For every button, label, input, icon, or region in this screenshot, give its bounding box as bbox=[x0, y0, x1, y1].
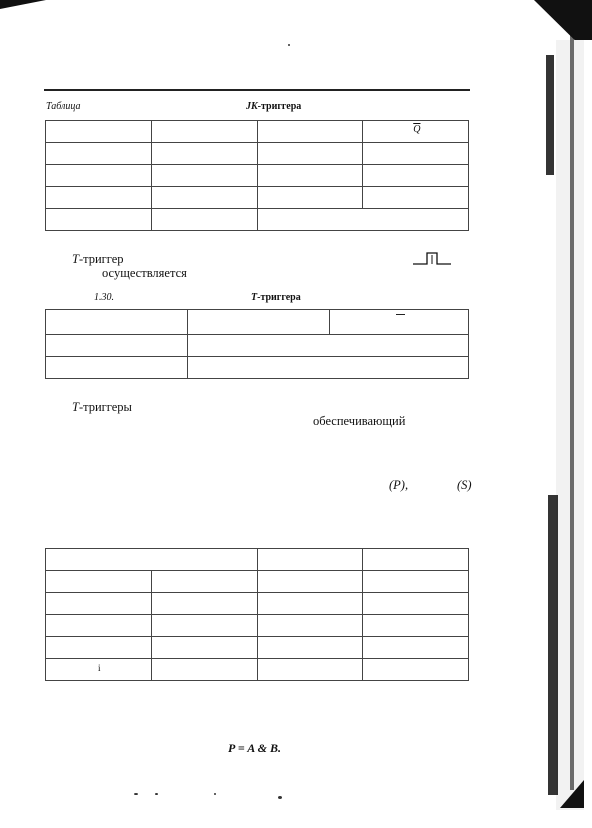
table1-cell bbox=[363, 187, 469, 209]
table1-cell bbox=[46, 121, 152, 143]
table3-cell bbox=[151, 571, 257, 593]
table1-label: Таблица bbox=[46, 101, 81, 112]
paragraph1-t-letter: T bbox=[72, 252, 79, 266]
table3-cell bbox=[151, 637, 257, 659]
table3-cell bbox=[46, 593, 152, 615]
table1-cell bbox=[363, 143, 469, 165]
table3-cell bbox=[363, 593, 469, 615]
table1-title-jk: JK bbox=[246, 101, 258, 112]
table3-cell bbox=[257, 659, 363, 681]
scan-edge-right-strip-1 bbox=[546, 55, 554, 175]
paragraph2-s-ref: (S) bbox=[457, 478, 472, 492]
table1-cell bbox=[363, 165, 469, 187]
table3-mark: i bbox=[98, 663, 101, 673]
table1-cell bbox=[46, 209, 152, 231]
table1-cell bbox=[46, 187, 152, 209]
table3-cell bbox=[363, 637, 469, 659]
table3-cell bbox=[363, 615, 469, 637]
paragraph2-line1 bbox=[72, 400, 132, 415]
table3-cell bbox=[363, 571, 469, 593]
table1-cell bbox=[151, 165, 257, 187]
table3-cell bbox=[151, 593, 257, 615]
table2-title-rest: -триггера bbox=[257, 292, 301, 303]
table3-cell bbox=[151, 615, 257, 637]
table3 bbox=[45, 548, 469, 681]
table3-cell bbox=[46, 571, 152, 593]
table2-cell bbox=[46, 357, 188, 379]
table2-overbar-mark bbox=[396, 314, 405, 315]
table2 bbox=[45, 309, 469, 379]
table3-cell bbox=[46, 615, 152, 637]
table2-title-t: T bbox=[251, 292, 258, 303]
paragraph2-line2: обеспечивающий bbox=[313, 414, 406, 428]
paragraph2-p-ref: (P), bbox=[389, 478, 409, 492]
table1-q-bar: $\overline{Q}$ bbox=[413, 124, 421, 135]
table3-cell bbox=[151, 659, 257, 681]
table2-cell bbox=[46, 335, 188, 357]
table3-cell bbox=[257, 615, 363, 637]
table1-cell bbox=[151, 143, 257, 165]
scan-speck bbox=[214, 793, 216, 795]
table1-cell bbox=[257, 165, 363, 187]
table1-cell bbox=[257, 143, 363, 165]
table2-cell bbox=[330, 310, 469, 335]
scan-speck bbox=[288, 44, 290, 46]
table3-cell-merged bbox=[46, 549, 258, 571]
table1-title-rest: -триггера bbox=[257, 101, 302, 112]
table1-title bbox=[246, 101, 301, 112]
table1-cell bbox=[46, 165, 152, 187]
pulse-symbol bbox=[413, 251, 453, 272]
table2-cell bbox=[188, 310, 330, 335]
formula: P = A & B. bbox=[228, 741, 281, 755]
table2-title bbox=[251, 292, 301, 303]
scan-corner-top-left bbox=[0, 0, 46, 9]
paragraph1-line1-rest: -триггер bbox=[78, 252, 124, 266]
table1 bbox=[45, 120, 469, 231]
table3-cell bbox=[46, 637, 152, 659]
table1-cell bbox=[46, 143, 152, 165]
table2-cell-merged bbox=[188, 335, 469, 357]
table1-cell bbox=[151, 209, 257, 231]
table3-cell bbox=[257, 549, 363, 571]
scan-edge-right-strip-4 bbox=[548, 495, 558, 795]
pulse-icon bbox=[413, 251, 453, 267]
scan-speck bbox=[134, 793, 138, 795]
table1-cell bbox=[257, 121, 363, 143]
paragraph1-line2: осуществляется bbox=[102, 266, 187, 280]
table2-cell-merged bbox=[188, 357, 469, 379]
paragraph1-line1 bbox=[72, 252, 124, 267]
table3-cell bbox=[46, 659, 152, 681]
table2-label: 1.30. bbox=[94, 292, 114, 303]
table3-cell bbox=[363, 549, 469, 571]
table1-cell bbox=[151, 187, 257, 209]
paragraph2-line1-rest: -триггеры bbox=[78, 400, 132, 414]
table1-cell bbox=[257, 187, 363, 209]
scan-speck bbox=[278, 796, 282, 799]
scan-edge-right-top bbox=[534, 0, 592, 40]
header-rule bbox=[44, 89, 470, 91]
table3-cell bbox=[363, 659, 469, 681]
table3-cell bbox=[257, 571, 363, 593]
scan-speck bbox=[155, 793, 158, 795]
table3-cell bbox=[257, 593, 363, 615]
scan-edge-right-strip-3 bbox=[570, 30, 574, 790]
table1-cell bbox=[151, 121, 257, 143]
paragraph2-t-letter: T bbox=[72, 400, 79, 414]
table2-cell bbox=[46, 310, 188, 335]
table3-cell bbox=[257, 637, 363, 659]
table1-cell-merged bbox=[257, 209, 469, 231]
table1-cell-q-bar bbox=[363, 121, 469, 143]
